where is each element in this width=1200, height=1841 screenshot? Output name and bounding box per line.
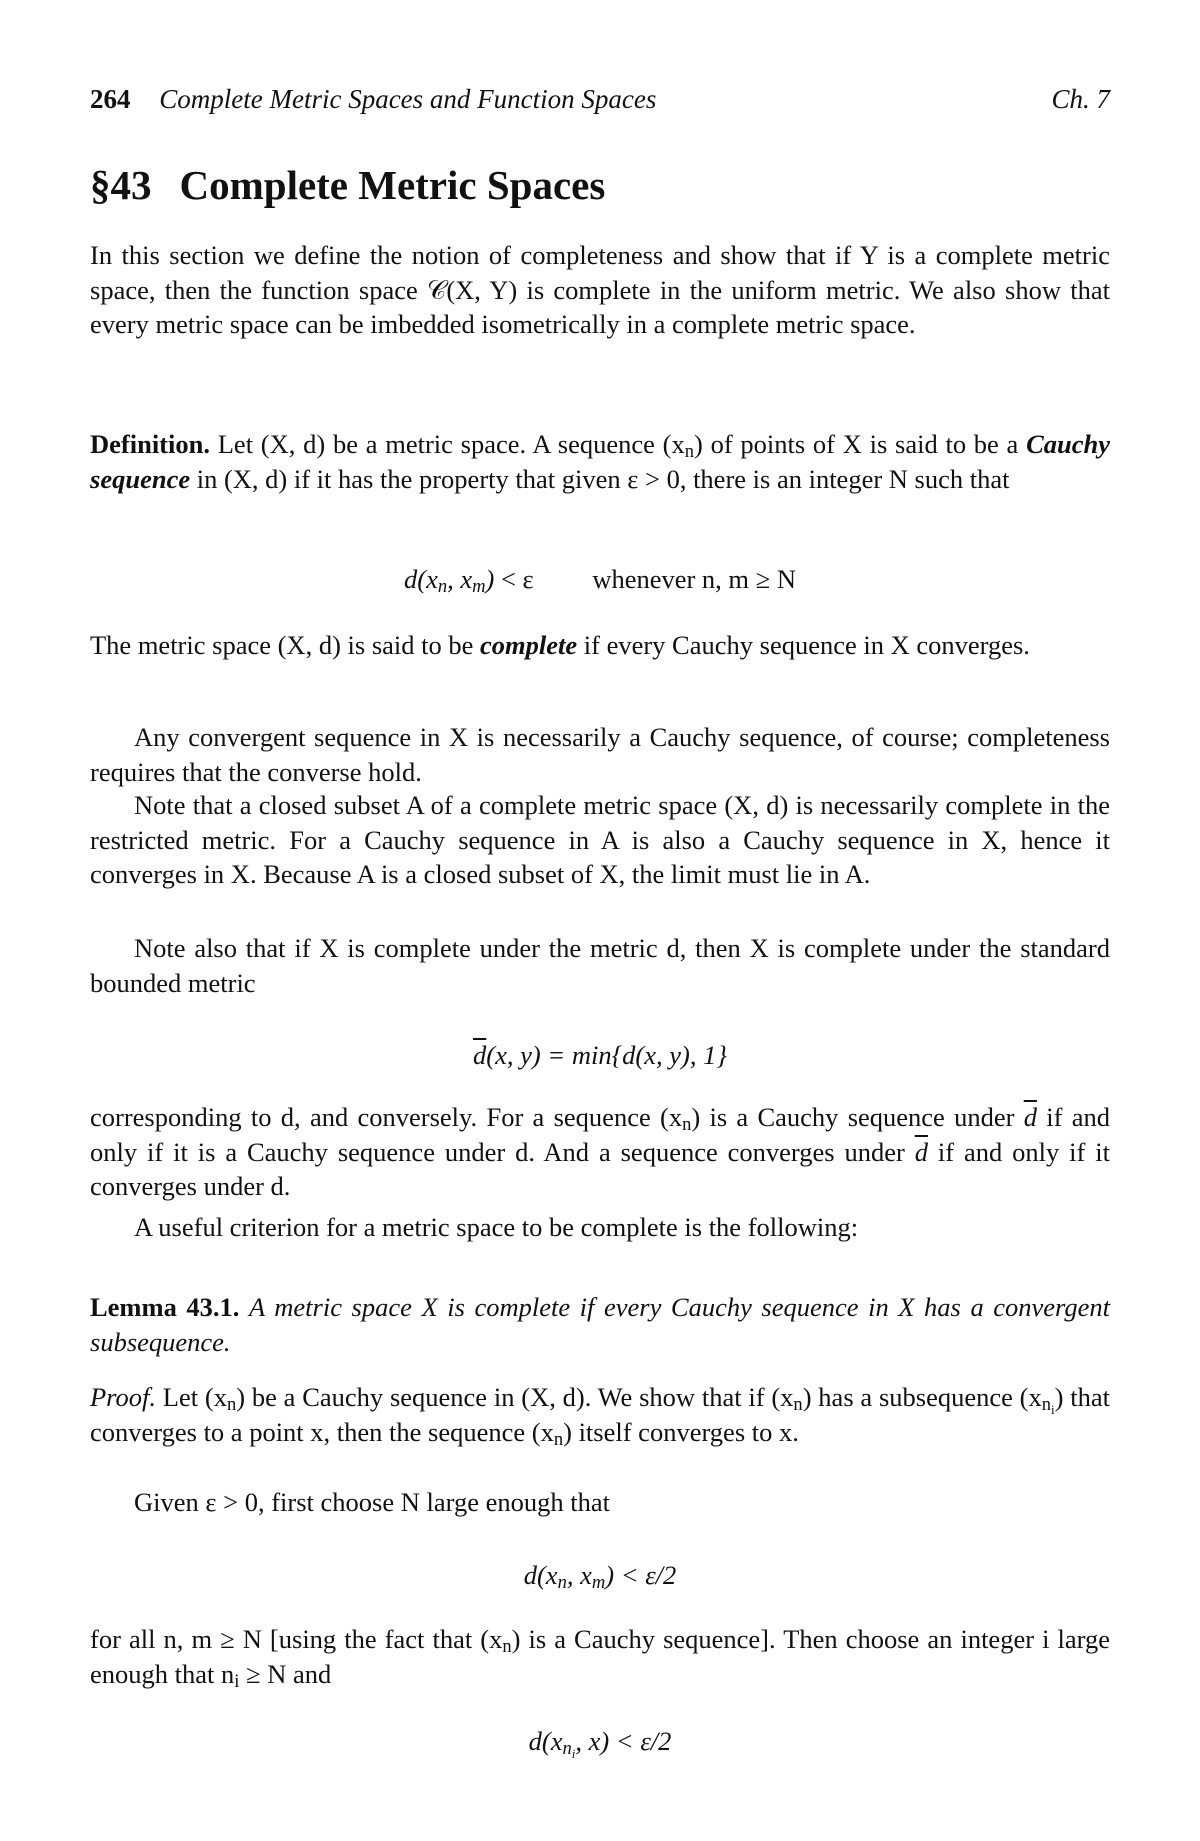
- running-title: Complete Metric Spaces and Function Spaces: [159, 84, 657, 114]
- bounded-metric-equation: [90, 1038, 1110, 1072]
- sub-n: n: [437, 576, 448, 597]
- proof-given: Given ε > 0, first choose N large enough that: [134, 1487, 610, 1517]
- lemma-paragraph: [90, 1290, 1110, 1359]
- d-bar-symbol: $\overline{d}$: [1023, 1102, 1037, 1132]
- term-cauchy-sequence: Cauchy sequence: [90, 429, 1111, 494]
- conversely-text-3: if and only if it is a Cauchy sequence under d. And a sequence converges under: [90, 1102, 1110, 1167]
- proof-equation-1: [90, 1558, 1110, 1592]
- sub-n: n: [557, 1572, 567, 1593]
- proof-text-1: Let (x: [156, 1382, 227, 1412]
- sub-n-i: [562, 1738, 575, 1759]
- sub-n: n: [793, 1394, 803, 1415]
- complete-text-1: The metric space (X, d) is said to be: [90, 630, 481, 660]
- sub-i: i: [234, 1670, 240, 1692]
- sub-n: n: [682, 1114, 692, 1135]
- definition-text-1: Let (X, d) be a metric space. A sequence (x: [217, 429, 685, 459]
- d-bar-symbol: $\overline{d}$: [473, 1040, 487, 1070]
- eq-relation: < ε: [500, 564, 534, 594]
- conversely-text-1: corresponding to d, and conversely. For a sequence (x: [90, 1102, 683, 1132]
- sub-n: n: [553, 1428, 564, 1450]
- sub-n: n: [1041, 1394, 1052, 1415]
- eq-d-open: d(x: [528, 1726, 563, 1756]
- sub-n: n: [684, 441, 694, 462]
- lemma-label: Lemma 43.1.: [90, 1292, 240, 1322]
- book-page: [90, 0, 1110, 1841]
- definition-paragraph: [90, 427, 1110, 496]
- bounded-metric-rhs: (x, y) = min{d(x, y), 1}: [486, 1040, 727, 1070]
- sub-m: m: [591, 1572, 606, 1593]
- proof-text-3: ) has a subsequence (x: [802, 1382, 1042, 1412]
- section-number: §43: [90, 162, 152, 208]
- eq-comma: , x: [566, 1560, 592, 1590]
- proof-equation-2: [90, 1724, 1110, 1761]
- for-all-text-1: for all n, m ≥ N [using the fact that (x: [90, 1624, 503, 1654]
- definition-text-2: in (X, d) if it has the property that given ε > 0, there is an integer N such that: [190, 463, 1010, 494]
- proof-for-all: [90, 1622, 1110, 1691]
- for-all-text-2: ) is a Cauchy sequence]. Then choose an integer i large enough that n: [90, 1624, 1111, 1689]
- proof-paragraph: [90, 1380, 1110, 1449]
- proof-text-2: ) be a Cauchy sequence in (X, d). We show that if (x: [236, 1382, 794, 1412]
- conversely-text-2: ) is a Cauchy sequence under: [691, 1102, 1024, 1132]
- complete-text-2: if every Cauchy sequence in X converges.: [577, 630, 1030, 660]
- proof-label: Proof.: [90, 1382, 157, 1412]
- paragraph-bounded-metric: Note also that if X is complete under the metric d, then X is complete under the standard bounded metric: [90, 933, 1110, 998]
- complete-definition: [90, 628, 1110, 663]
- eq-lhs: d(x: [404, 564, 438, 594]
- sub-n-i: [1042, 1394, 1055, 1415]
- proof-text-5: ) itself converges to x.: [563, 1416, 799, 1447]
- sub-i: i: [1051, 1402, 1055, 1417]
- section-heading: [90, 160, 1110, 210]
- eq-condition: whenever n, m ≥ N: [592, 564, 796, 594]
- eq-2-rhs: , x) < ε/2: [575, 1726, 672, 1756]
- definition-label: Definition.: [90, 429, 210, 459]
- chapter-label: Ch. 7: [1051, 84, 1110, 114]
- intro-paragraph: In this section we define the notion of completeness and show that if Y is a complete metric space, then the function space 𝒞(X, Y) is complete in the uniform metric. We also show that every metric space can be imbedded isometrically in a complete metric space.: [90, 240, 1110, 339]
- term-complete: complete: [480, 630, 578, 660]
- sub-n: n: [226, 1394, 237, 1415]
- sub-m: m: [472, 576, 486, 597]
- conversely-text-4: if and only if it converges under d.: [90, 1136, 1110, 1201]
- proof-text-4: ) that converges to a point x, then the sequence (x: [90, 1382, 1110, 1447]
- lemma-text: A metric space X is complete if every Cauchy sequence in X has a convergent subsequence.: [90, 1292, 1111, 1357]
- paragraph-closed-subset: Note that a closed subset A of a complete metric space (X, d) is necessarily complete in the restricted metric. For a Cauchy sequence in A is also a Cauchy sequence in X, hence it converges in X. Because A is a closed subset of X, the limit must lie in A.: [90, 790, 1110, 889]
- sub-i: i: [571, 1746, 576, 1761]
- eq-comma: , x: [447, 564, 473, 594]
- running-head: [90, 82, 1110, 116]
- page-number: 264: [90, 84, 131, 114]
- paragraph-conversely: [90, 1100, 1110, 1204]
- sub-n: n: [502, 1636, 512, 1657]
- for-all-text-3: ≥ N and: [239, 1658, 332, 1689]
- cauchy-equation: $d(x_n$, $x_m) < \varepsilon$ whenever n, m ≥ N: [404, 564, 796, 597]
- eq-1-rhs: ) < ε/2: [605, 1560, 677, 1590]
- paragraph-criterion: A useful criterion for a metric space to be complete is the following:: [134, 1212, 859, 1242]
- definition-text-1b: ) of points of X is said to be a: [694, 429, 1027, 459]
- section-title: Complete Metric Spaces: [179, 162, 606, 208]
- d-bar-symbol: $\overline{d}$: [914, 1136, 928, 1167]
- sub-n: n: [562, 1738, 572, 1759]
- paragraph-converse: Any convergent sequence in X is necessarily a Cauchy sequence, of course; completeness requires that the converse hold.: [90, 722, 1110, 787]
- eq-d-open: d(x: [523, 1560, 558, 1590]
